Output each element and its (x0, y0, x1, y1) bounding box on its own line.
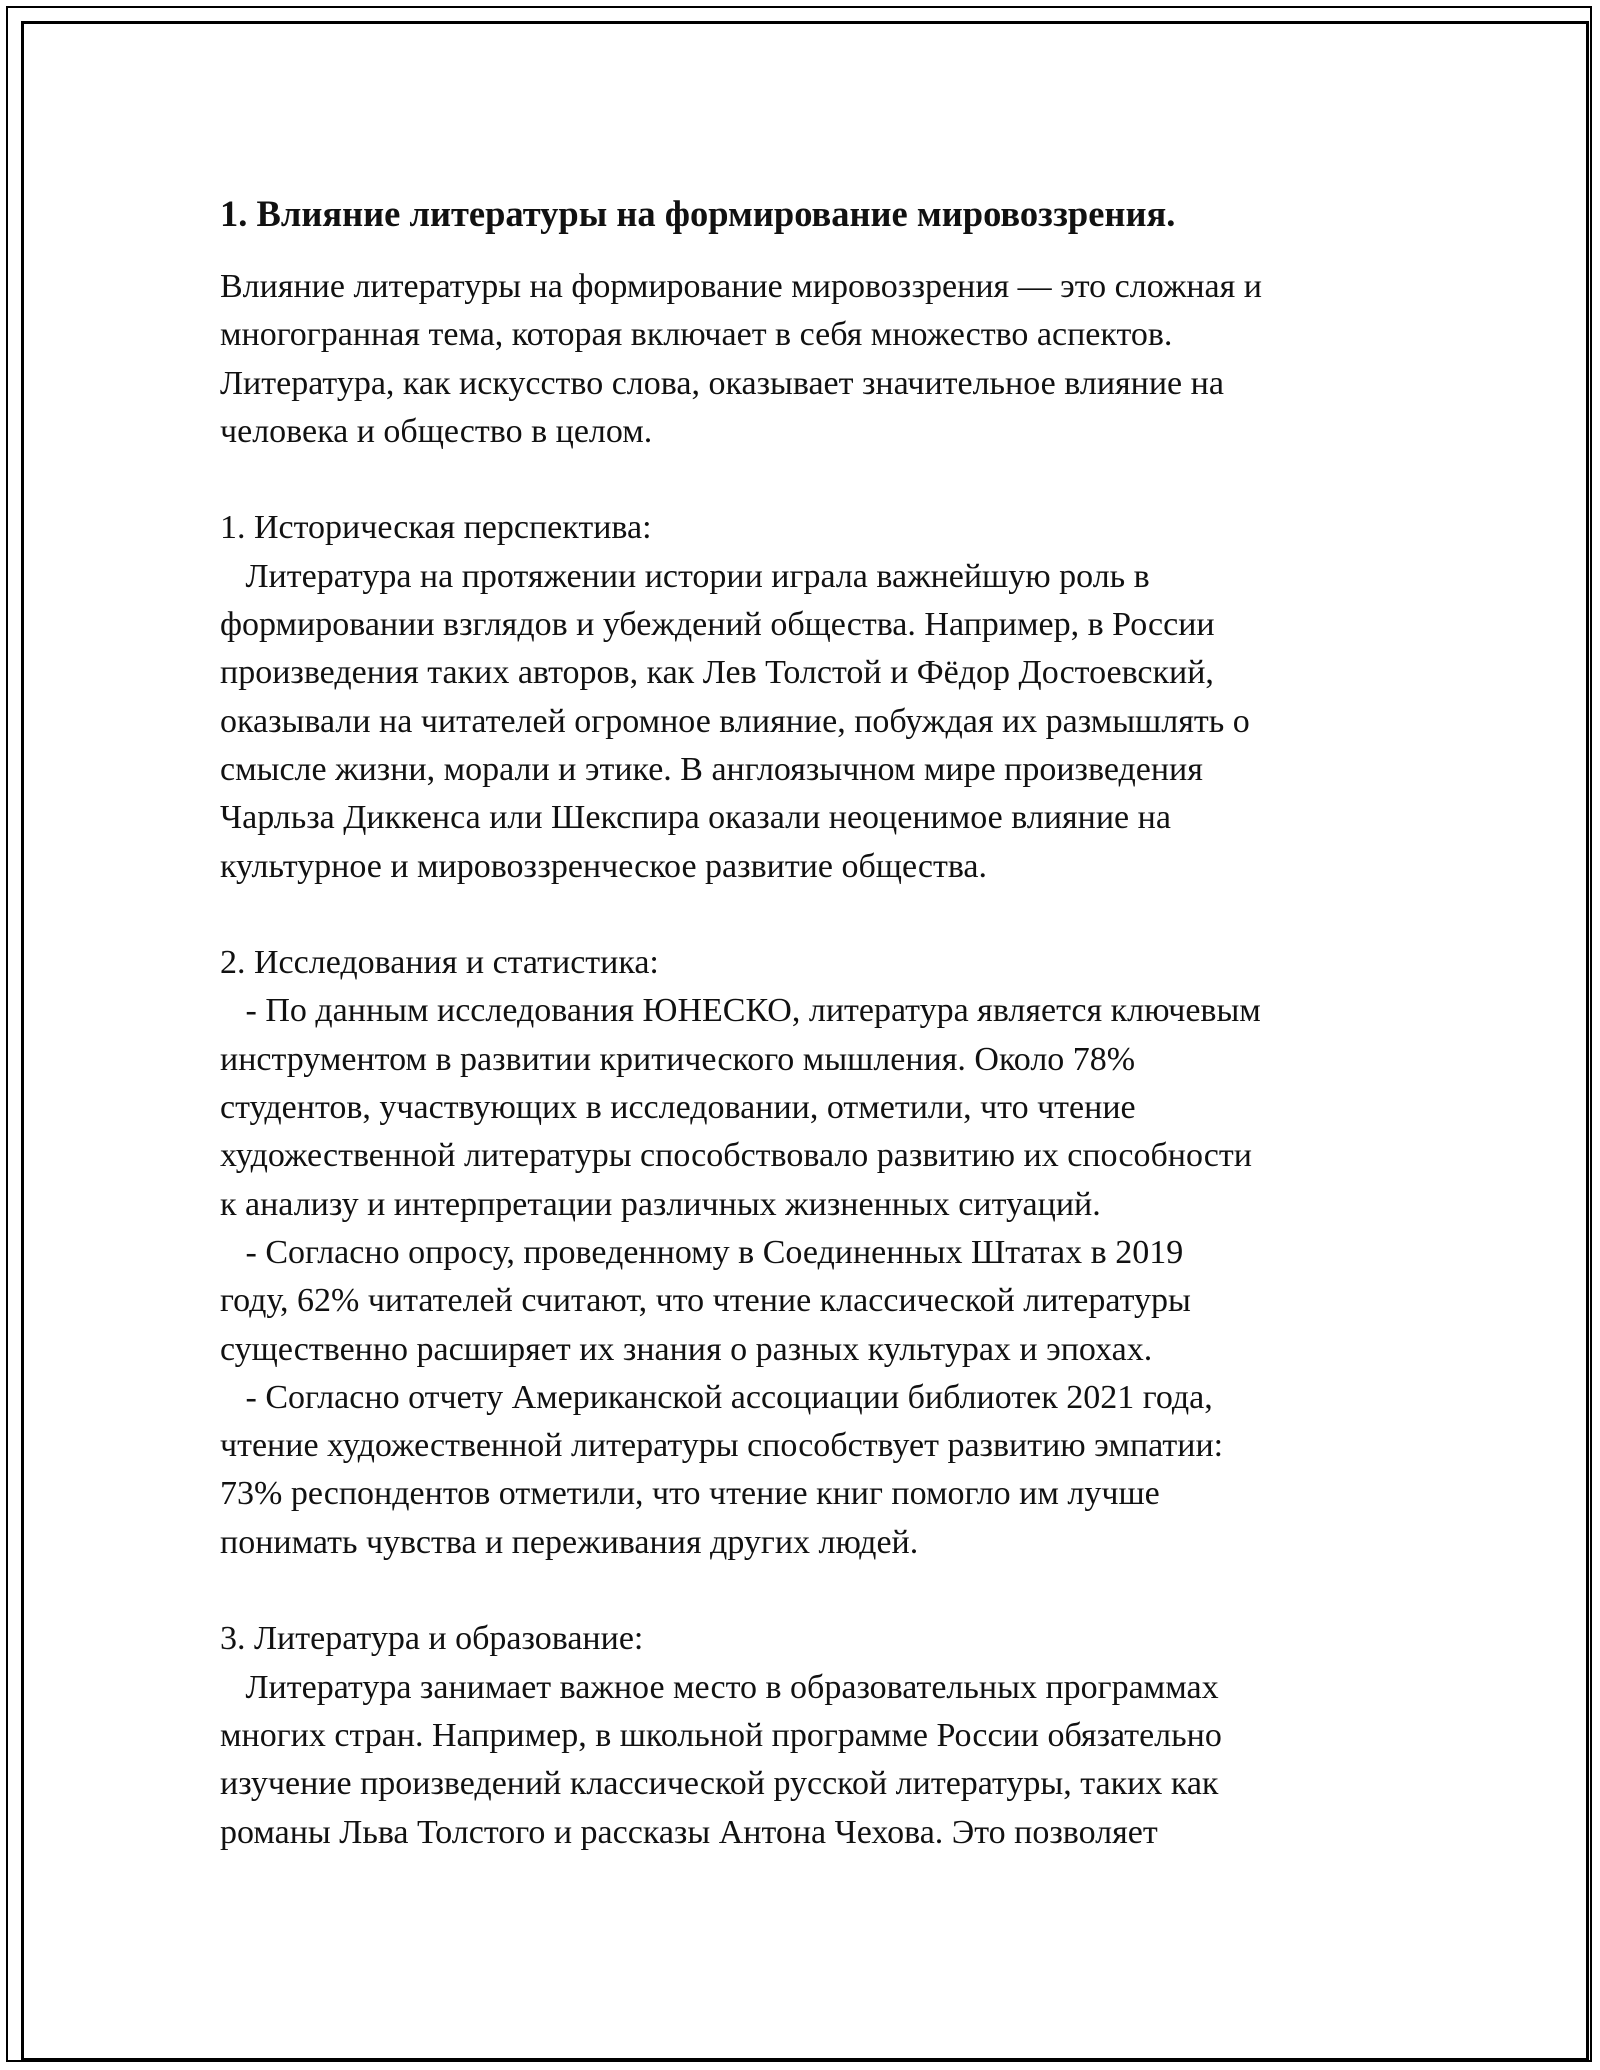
text-line: 1. Историческая перспектива: (220, 509, 652, 547)
text-line: 2. Исследования и статистика: (220, 944, 659, 982)
text-line: изучение произведений классической русской литературы, таких как (220, 1765, 1219, 1803)
text-line: смысле жизни, морали и этике. В англоязычном мире произведения (220, 750, 1203, 788)
text-line: многих стран. Например, в школьной программе России обязательно (220, 1716, 1222, 1754)
text-line: 73% респондентов отметили, что чтение книг помогло им лучше (220, 1475, 1160, 1513)
text-line: Литература на протяжении истории играла важнейшую роль в (220, 557, 1150, 595)
document-title: 1. Влияние литературы на формирование мировоззрения. (220, 193, 1176, 234)
text-line: - Согласно опросу, проведенному в Соединенных Штатах в 2019 (220, 1233, 1184, 1271)
text-line: инструментом в развитии критического мышления. Около 78% (220, 1040, 1136, 1078)
text-line: романы Льва Толстого и рассказы Антона Чехова. Это позволяет (220, 1813, 1158, 1851)
text-line: художественной литературы способствовало развитию их способности (220, 1137, 1252, 1175)
text-line: культурное и мировоззренческое развитие общества. (220, 847, 988, 885)
document-body (220, 190, 1400, 1857)
blank-line (220, 891, 1400, 939)
text-line: понимать чувства и переживания других людей. (220, 1523, 919, 1561)
text-line: формировании взглядов и убеждений общества. Например, в России (220, 606, 1215, 644)
text-line: Литература занимает важное место в образовательных программах (220, 1668, 1219, 1706)
text-line: чтение художественной литературы способствует развитию эмпатии: (220, 1427, 1224, 1465)
text-line: студентов, участвующих в исследовании, отметили, что чтение (220, 1089, 1136, 1127)
blank-line (220, 456, 1400, 504)
text-line: к анализу и интерпретации различных жизненных ситуаций. (220, 1185, 1101, 1223)
text-line: году, 62% читателей считают, что чтение классической литературы (220, 1282, 1191, 1320)
blank-line (220, 1567, 1400, 1615)
text-line: существенно расширяет их знания о разных культурах и эпохах. (220, 1330, 1153, 1368)
text-line: человека и общество в целом. (220, 412, 653, 450)
text-line: Литература, как искусство слова, оказывает значительное влияние на (220, 364, 1224, 402)
text-line: - По данным исследования ЮНЕСКО, литература является ключевым (220, 992, 1261, 1030)
text-line: произведения таких авторов, как Лев Толстой и Фёдор Достоевский, (220, 654, 1214, 692)
text-line: - Согласно отчету Американской ассоциации библиотек 2021 года, (220, 1378, 1213, 1416)
document-text (220, 263, 1400, 1857)
text-line: Влияние литературы на формирование мировоззрения — это сложная и (220, 268, 1262, 305)
text-line: оказывали на читателей огромное влияние, побуждая их размышлять о (220, 702, 1250, 740)
text-line: многогранная тема, которая включает в себя множество аспектов. (220, 316, 1173, 354)
text-line: 3. Литература и образование: (220, 1620, 644, 1658)
text-line: Чарльза Диккенса или Шекспира оказали неоценимое влияние на (220, 799, 1171, 837)
